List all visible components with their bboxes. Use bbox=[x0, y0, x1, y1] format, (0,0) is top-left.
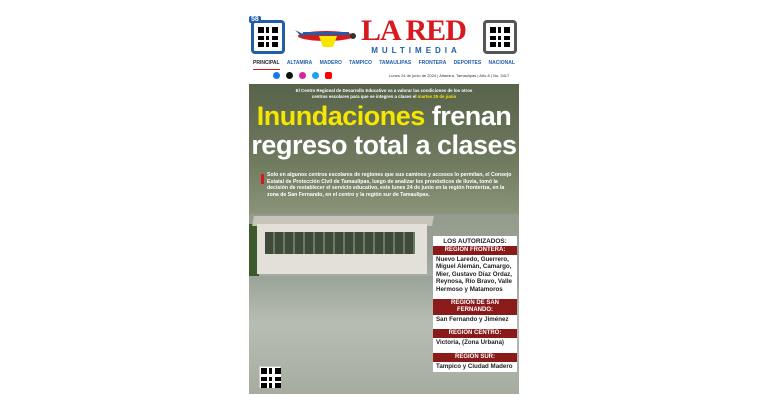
nav-item-altamira[interactable]: ALTAMIRA bbox=[286, 60, 313, 66]
authorized-title: LOS AUTORIZADOS: bbox=[433, 236, 517, 246]
kicker-highlight: martes 25 de junio bbox=[417, 94, 457, 99]
headline-highlight: Inundaciones bbox=[256, 101, 425, 131]
region-body: Tampico y Ciudad Madero bbox=[433, 362, 517, 372]
region-header: REGIÓN SUR: bbox=[433, 353, 517, 362]
tiktok-icon[interactable] bbox=[286, 72, 293, 79]
qr-pattern bbox=[490, 27, 510, 47]
nav-item-tampico[interactable]: TAMPICO bbox=[349, 60, 372, 66]
nav-item-tamaulipas[interactable]: TAMAULIPAS bbox=[379, 60, 412, 66]
story-body: Solo en algunos centros escolares de regiones que sus caminos y accesos lo permitan, el Consejo Estatal de Protección Civil de Tamaulipas, luego de analizar los pronósticos de lluvia, tomó la decisión de restablecer el servicio educativo, este lunes 24 de junio en la región fronteriza, en la zona de San Fernando, en el centro y la región sur de Tamaulipas. bbox=[267, 172, 512, 198]
qr-code-bottom[interactable] bbox=[259, 366, 281, 388]
region-body: Victoria, (Zona Urbana) bbox=[433, 338, 517, 348]
date-line: Lunes 24 de junio de 2024 | Altamira, Tamaulipas | Año 8 | No. 3417 bbox=[389, 73, 510, 78]
headline[interactable] bbox=[249, 102, 519, 160]
nav-item-madero[interactable]: MADERO bbox=[319, 60, 342, 66]
twitter-icon[interactable] bbox=[312, 72, 319, 79]
airplane-logo-icon bbox=[293, 20, 359, 50]
region-body: Nuevo Laredo, Guerrero, Miguel Alemán, Camargo, Mier, Gustavo Díaz Ordaz, Reynosa, Río Bravo, Valle Hermoso y Matamoros bbox=[433, 255, 517, 295]
qr-pattern bbox=[258, 27, 278, 47]
newspaper-page bbox=[249, 14, 519, 394]
logo-title[interactable]: LA RED bbox=[361, 14, 466, 47]
region-header: REGIÓN FRONTERA: bbox=[433, 246, 517, 255]
body-accent-bar bbox=[261, 174, 264, 184]
facebook-icon[interactable] bbox=[273, 72, 280, 79]
kicker-text: El Centro Regional de Desarrollo Educativo va a valorar las condiciones de los otros centros escolares para que se integren a clases el bbox=[295, 88, 473, 99]
qr-pattern bbox=[261, 368, 281, 388]
nav-item-principal[interactable]: PRINCIPAL bbox=[253, 60, 280, 70]
social-icons bbox=[273, 72, 332, 79]
nav-item-frontera[interactable]: FRONTERA bbox=[418, 60, 447, 66]
page-number-badge: 58 bbox=[251, 16, 259, 23]
instagram-icon[interactable] bbox=[299, 72, 306, 79]
youtube-icon[interactable] bbox=[325, 72, 332, 79]
headline-rest: frenan bbox=[424, 101, 512, 131]
headline-line2: regreso total a clases bbox=[251, 130, 517, 160]
photo-windows bbox=[265, 232, 415, 254]
nav-item-deportes[interactable]: DEPORTES bbox=[453, 60, 482, 66]
nav-item-nacional[interactable]: NACIONAL bbox=[488, 60, 515, 66]
front-page-story bbox=[249, 84, 519, 394]
qr-code-right[interactable] bbox=[483, 20, 517, 54]
masthead bbox=[249, 14, 519, 58]
section-nav bbox=[249, 60, 519, 70]
region-header: REGIÓN CENTRO: bbox=[433, 329, 517, 338]
authorized-box bbox=[433, 236, 517, 372]
qr-code-left[interactable] bbox=[251, 20, 285, 54]
region-body: San Fernando y Jiménez bbox=[433, 315, 517, 325]
logo-subtitle: MULTIMEDIA bbox=[371, 46, 461, 55]
region-header: REGIÓN DE SAN FERNANDO: bbox=[433, 299, 517, 315]
story-kicker bbox=[289, 88, 479, 100]
